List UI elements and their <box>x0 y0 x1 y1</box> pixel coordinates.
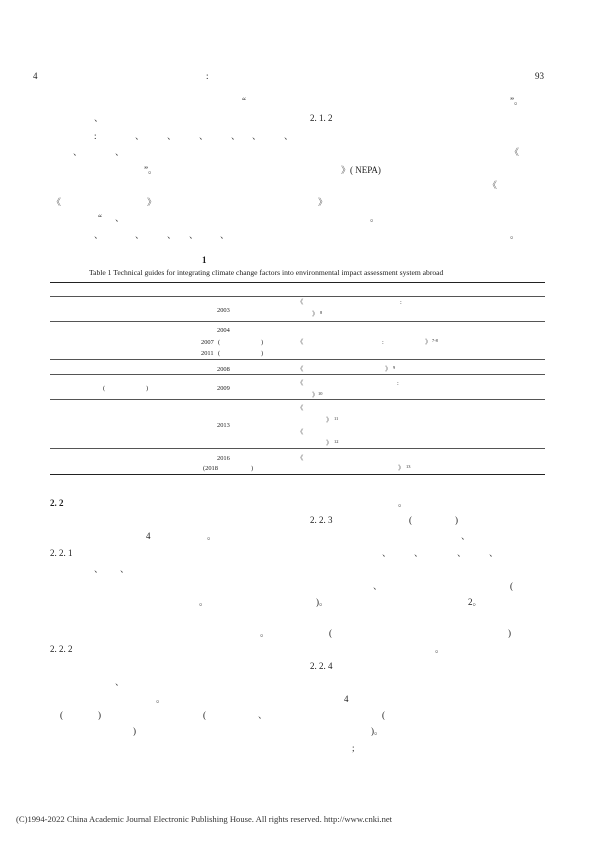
body-text-fragment: 2。 <box>468 597 482 607</box>
table-row-rule <box>50 399 545 400</box>
body-text-fragment: 、 <box>231 131 241 141</box>
table-cell: ) <box>261 339 264 346</box>
table-cell: 《 <box>297 299 304 306</box>
table-cell: 2003 <box>217 307 230 314</box>
table-cell: 2007 <box>201 339 214 346</box>
body-text-fragment: 4 <box>146 531 151 541</box>
table-cell: 2008 <box>217 366 230 373</box>
body-text-fragment: ”。 <box>510 96 523 106</box>
table-cell: (2018 <box>203 465 218 472</box>
body-text-fragment: ) <box>98 710 101 720</box>
citation-superscript: 10 <box>318 391 323 396</box>
citation-superscript: 13 <box>406 464 411 469</box>
table-cell: 《 <box>297 405 304 412</box>
table-cell: ) <box>146 385 149 392</box>
table-cell: 《 <box>297 455 304 462</box>
page-header-colon: : <box>206 71 209 81</box>
body-text-fragment: 。 <box>398 498 408 508</box>
body-text-fragment: ) <box>133 726 136 736</box>
body-text-fragment: 、 <box>382 548 392 558</box>
body-text-fragment: 、 <box>94 113 104 123</box>
body-text-fragment: ( <box>329 628 332 638</box>
body-text-fragment: 、 <box>252 131 262 141</box>
body-text-fragment: 、 <box>258 710 268 720</box>
body-text-fragment: 、 <box>167 230 177 240</box>
body-text-fragment: 、 <box>284 131 294 141</box>
body-text-fragment: ”。 <box>144 165 157 175</box>
table-cell: ) <box>261 350 264 357</box>
body-text-fragment: 》( NEPA) <box>341 165 381 175</box>
page-header-right-number: 93 <box>535 71 544 81</box>
body-text-fragment: ( <box>203 710 206 720</box>
body-text-fragment: 。 <box>207 531 217 541</box>
table-cell: ( <box>218 350 221 357</box>
body-text-fragment: 、 <box>135 131 145 141</box>
body-text-fragment: )。 <box>371 726 383 736</box>
table-cell: 2013 <box>217 422 230 429</box>
body-text-fragment: 、 <box>94 230 104 240</box>
body-text-fragment: 、 <box>199 131 209 141</box>
table-cell: 2011 <box>201 350 214 357</box>
body-text-fragment: 》 <box>147 197 157 207</box>
body-text-fragment: 《 <box>488 180 498 190</box>
table-cell: : <box>382 339 384 346</box>
table-cell: : <box>397 380 399 387</box>
table-row-rule <box>50 359 545 360</box>
body-text-fragment: 、 <box>489 548 499 558</box>
body-text-fragment: “ <box>242 96 246 106</box>
table-cell: 》 <box>326 417 333 424</box>
table-row-rule <box>50 374 545 375</box>
table-cell: ( <box>218 339 221 346</box>
body-text-fragment: 、 <box>115 147 125 157</box>
table-cell: 2004 <box>217 327 230 334</box>
body-text-fragment: 。 <box>510 230 520 240</box>
body-text-fragment: 》 <box>318 197 328 207</box>
body-text-fragment: ) <box>508 628 511 638</box>
body-text-fragment: 、 <box>220 230 230 240</box>
body-text-fragment: 、 <box>120 564 130 574</box>
body-text-fragment: 2. 2. 1 <box>50 548 73 558</box>
table-cell: 2009 <box>217 385 230 392</box>
body-text-fragment: 。 <box>260 628 270 638</box>
body-text-fragment: 、 <box>94 564 104 574</box>
body-text-fragment: 《 <box>52 197 62 207</box>
body-text-fragment: ( <box>510 581 513 591</box>
table-bottom-rule <box>50 474 545 475</box>
table-cell: 》 <box>326 440 333 447</box>
body-text-fragment: )。 <box>316 597 328 607</box>
table-cell: ) <box>251 465 254 472</box>
table-cell: 《 <box>297 366 304 373</box>
table-cell: 》 <box>385 366 392 373</box>
table-top-rule <box>50 282 545 283</box>
body-text-fragment: 。 <box>435 644 445 654</box>
page-header-left-number: 4 <box>33 71 38 81</box>
copyright-footer: (C)1994-2022 China Academic Journal Electronic Publishing House. All rights reserved. http://www.cnki.net <box>16 814 393 824</box>
body-text-fragment: ; <box>352 743 355 753</box>
table-cell: 》 <box>425 339 432 346</box>
table-cell: 《 <box>297 339 304 346</box>
body-text-fragment: 4 <box>344 694 349 704</box>
table-row-rule <box>50 321 545 322</box>
body-text-fragment: 。 <box>370 213 380 223</box>
body-text-fragment: ( <box>409 515 412 525</box>
body-text-fragment: 、 <box>461 531 471 541</box>
table-cell: 《 <box>297 380 304 387</box>
body-text-fragment: 、 <box>115 677 125 687</box>
body-text-fragment: 、 <box>135 230 145 240</box>
table-cell: 》 <box>312 392 319 399</box>
body-text-fragment: 、 <box>189 230 199 240</box>
table-cell: ( <box>103 385 106 392</box>
table-number: 1 <box>202 255 207 265</box>
table-cell: : <box>400 299 402 306</box>
body-text-fragment: 、 <box>73 147 83 157</box>
body-text-fragment: 2. 1. 2 <box>310 113 333 123</box>
section-heading: 2. 2 <box>50 498 64 508</box>
body-text-fragment: ) <box>455 515 458 525</box>
body-text-fragment: 、 <box>115 213 125 223</box>
citation-superscript: 11 <box>334 416 339 421</box>
citation-superscript: 7-8 <box>432 338 438 343</box>
body-text-fragment: ( <box>60 710 63 720</box>
body-text-fragment: 。 <box>199 597 209 607</box>
body-text-fragment: 、 <box>167 131 177 141</box>
body-text-fragment: 2. 2. 3 <box>310 515 333 525</box>
citation-superscript: 12 <box>334 439 339 444</box>
body-text-fragment: 2. 2. 4 <box>310 661 333 671</box>
body-text-fragment: : <box>94 131 97 141</box>
table-cell: 》 <box>312 311 319 318</box>
body-text-fragment: 、 <box>414 548 424 558</box>
body-text-fragment: ( <box>382 710 385 720</box>
table-caption: Table 1 Technical guides for integrating climate change factors into environmental impact assessment system abroad <box>89 268 444 277</box>
body-text-fragment: 、 <box>373 581 383 591</box>
body-text-fragment: 2. 2. 2 <box>50 644 73 654</box>
table-cell: 》 <box>398 465 405 472</box>
body-text-fragment: 。 <box>156 694 166 704</box>
citation-superscript: 9 <box>393 365 396 370</box>
table-cell: 2016 <box>217 455 230 462</box>
body-text-fragment: 《 <box>510 147 520 157</box>
citation-superscript: 8 <box>320 310 323 315</box>
body-text-fragment: “ <box>98 213 102 223</box>
table-cell: 《 <box>297 429 304 436</box>
table-header-rule <box>50 296 545 297</box>
table-row-rule <box>50 448 545 449</box>
body-text-fragment: 、 <box>457 548 467 558</box>
